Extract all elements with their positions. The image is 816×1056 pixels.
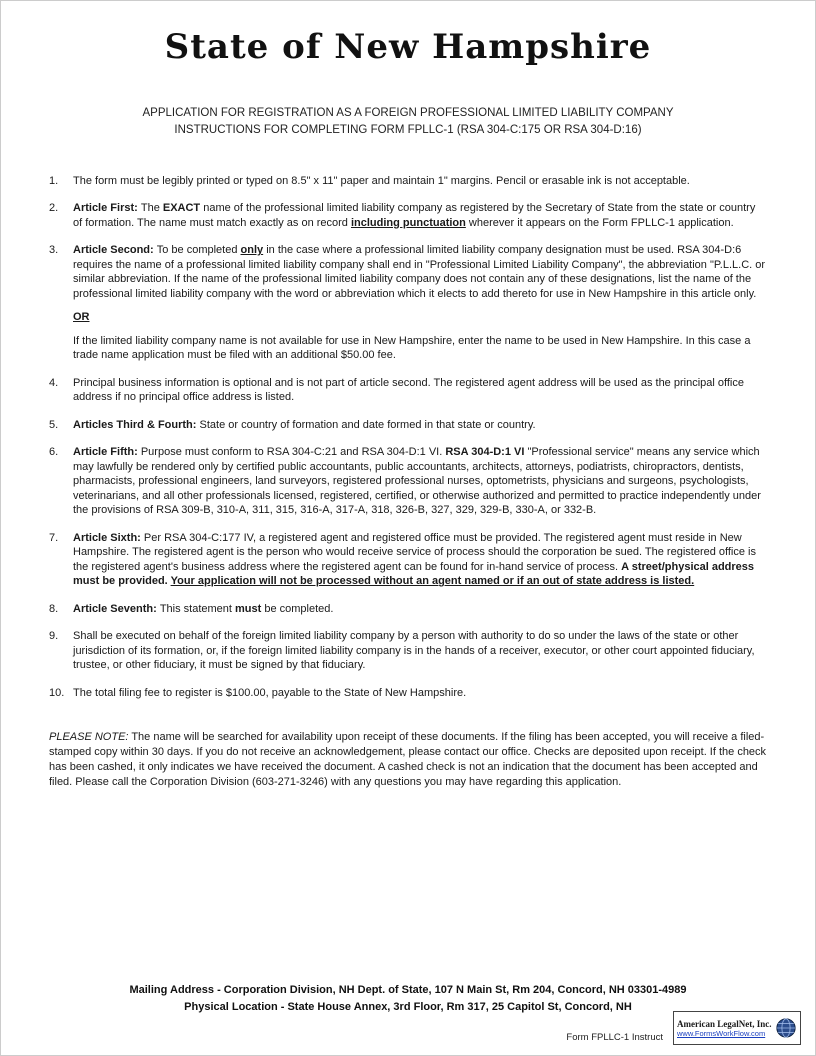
instruction-paragraph — [73, 243, 767, 301]
instruction-body — [73, 445, 767, 518]
instruction-body — [73, 418, 767, 433]
instruction-number: 6. — [49, 446, 59, 459]
legalnet-company-name: American LegalNet, Inc. — [677, 1018, 772, 1029]
text-segment: RSA 304-D:1 VI — [445, 446, 525, 459]
instruction-item — [49, 445, 767, 518]
instruction-body — [73, 686, 767, 701]
instruction-item — [49, 531, 767, 589]
text-segment: To be completed — [156, 244, 241, 257]
text-segment: wherever it appears on the Form FPLLC-1 application. — [465, 216, 734, 229]
instruction-body — [73, 174, 767, 189]
page-title: State of New Hampshire — [164, 27, 652, 67]
instruction-paragraph — [73, 174, 767, 189]
text-segment: EXACT — [162, 202, 201, 215]
text-segment: must — [235, 602, 262, 615]
text-segment: The total filing fee to register is $100.00, payable to the State of New Hampshire. — [73, 686, 467, 699]
text-segment: name of the professional limited liability company as registered by the Secretary of State from the state or country of formation. The name must match exactly as on record — [73, 202, 756, 229]
instruction-paragraph — [73, 310, 767, 325]
instruction-item — [49, 376, 767, 405]
mailing-address-line: Mailing Address - Corporation Division, NH Dept. of State, 107 N Main St, Rm 204, Concord, NH 03301-4989 — [129, 984, 687, 996]
instruction-item — [49, 629, 767, 673]
legalnet-logo-box — [673, 1011, 801, 1045]
physical-location-line: Physical Location - State House Annex, 3rd Floor, Rm 317, 25 Capitol St, Concord, NH — [184, 1000, 632, 1013]
instruction-item — [49, 201, 767, 230]
instruction-body — [73, 243, 767, 363]
text-segment: including punctuation — [350, 216, 466, 229]
text-segment: Per RSA 304-C:177 IV, a registered agent and registered office must be provided. The registered agent must reside in New Hampshire. The registered agent is the person who would receive service of process should the corporation be sued. The registered office is the registered agent's business address where the registered agent can be found for in-hand service of process. — [73, 531, 756, 573]
text-segment: Articles Third & Fourth: — [73, 418, 200, 431]
instruction-body — [73, 531, 767, 589]
instruction-paragraph — [73, 531, 767, 589]
text-segment: only — [240, 244, 264, 257]
instruction-number: 1. — [49, 174, 59, 187]
instruction-item — [49, 602, 767, 617]
text-segment: Shall be executed on behalf of the foreign limited liability company by a person with authority to do so under the laws of the state or other jurisdiction of its formation, or, if the foreign limited liability company is in the hands of a receiver, executor, or other court appointed fiduciary, trustee, or other fiduciary, it must be signed by that fiduciary. — [73, 630, 755, 672]
instruction-item — [49, 174, 767, 189]
instruction-paragraph — [73, 602, 767, 617]
text-segment: OR — [73, 311, 90, 324]
instruction-number: 10. — [49, 686, 65, 699]
instruction-number: 4. — [49, 376, 59, 389]
subtitle-line-2: INSTRUCTIONS FOR COMPLETING FORM FPLLC-1 (RSA 304-C:175 OR RSA 304-D:16) — [174, 124, 642, 137]
instruction-item — [49, 243, 767, 363]
instruction-number: 9. — [49, 630, 59, 643]
text-segment: Your application will not be processed without an agent named or if an out of state address is listed. — [170, 575, 695, 588]
text-segment: If the limited liability company name is not available for use in New Hampshire, enter the name to be used in New Hampshire. In this case a trade name application must be filed with an additional $50.00 fee. — [73, 334, 751, 362]
text-segment: A street/physical address must be provided. — [73, 560, 755, 588]
instruction-paragraph — [73, 629, 767, 673]
text-segment: Purpose must conform to RSA 304-C:21 and RSA 304-D:1 VI. — [140, 446, 446, 459]
instruction-number: 7. — [49, 531, 59, 544]
text-segment: "Professional service" means any service which may lawfully be rendered only by certified public accountants, public accountants, architects, attorneys, podiatrists, chiropractors, dentists, pharmacists, professional engineers, land surveyors, registered professional nurses, optometrists, physicians and surgeons, psychologists, veterinarians, and all other professionals licensed, registered, certified, or otherwise authorized and permitted to practice independently under the provisions of RSA 309-B, 310-A, 311, 315, 316-A, 317-A, 318, 326-B, 327, 329, 329-B, 330-A, or 332-B. — [73, 446, 761, 517]
instruction-list — [49, 174, 767, 701]
text-segment: The — [140, 202, 163, 215]
instruction-paragraph — [73, 376, 767, 405]
legalnet-website-link[interactable]: www.FormsWorkFlow.com — [677, 1028, 766, 1038]
text-segment: Principal business information is optional and is not part of article second. The registered agent address will be used as the principal office address if no principal office address is listed. — [73, 376, 744, 404]
subtitle-line-1: APPLICATION FOR REGISTRATION AS A FOREIGN PROFESSIONAL LIMITED LIABILITY COMPANY — [142, 107, 674, 119]
instruction-number: 2. — [49, 202, 59, 215]
instruction-paragraph — [73, 686, 767, 701]
globe-icon — [775, 1017, 797, 1039]
text-segment: The name will be searched for availability upon receipt of these documents. If the filing has been accepted, you will receive a filed-stamped copy within 30 days. If you do not receive an acknowledgement, please contact our office. Checks are deposited upon receipt. If the check has been cashed, it only indicates we have received the document. A cashed check is not an indication that the document has been accepted and filed. Please call the Corporation Division (603-271-3246) with any questions you may have regarding this application. — [49, 731, 767, 788]
instruction-number: 3. — [49, 244, 59, 257]
text-segment: be completed. — [261, 602, 334, 615]
document-subtitle — [49, 105, 767, 140]
instruction-paragraph — [73, 418, 767, 433]
text-segment: Article Fifth: — [73, 446, 141, 459]
please-note — [49, 730, 767, 789]
instruction-body — [73, 376, 767, 405]
instruction-paragraph — [73, 334, 767, 363]
text-segment: State or country of formation and date formed in that state or country. — [199, 418, 536, 431]
instruction-body — [73, 201, 767, 230]
text-segment: Article Seventh: — [73, 602, 160, 615]
instruction-item — [49, 686, 767, 701]
instruction-number: 5. — [49, 418, 59, 431]
instruction-paragraph — [73, 445, 767, 518]
instruction-item — [49, 418, 767, 433]
instruction-body — [73, 602, 767, 617]
text-segment: This statement — [159, 602, 236, 615]
instruction-number: 8. — [49, 602, 59, 615]
text-segment: Article Second: — [73, 244, 157, 257]
form-number-label: Form FPLLC-1 Instruct — [566, 1032, 663, 1043]
text-segment: PLEASE NOTE: — [49, 731, 129, 744]
text-segment: Article Sixth: — [73, 531, 144, 544]
instruction-body — [73, 629, 767, 673]
instruction-paragraph — [73, 201, 767, 230]
text-segment: The form must be legibly printed or typed on 8.5" x 11" paper and maintain 1" margins. Pencil or erasable ink is not acceptable. — [73, 174, 690, 187]
text-segment: in the case where a professional limited liability company designation must be used. RSA 304-D:6 requires the name of a professional limited liability company shall end in "Professional Limited Liability Company", the abbreviation "P.L.L.C. or similar abbreviation. If the name of the professional limited liability company does not contain any of these designations, list the name of the professional limited liability company with the word or abbreviation which it elects to add thereto for use in New Hampshire in this article only. — [73, 244, 766, 300]
text-segment: Article First: — [73, 202, 141, 215]
